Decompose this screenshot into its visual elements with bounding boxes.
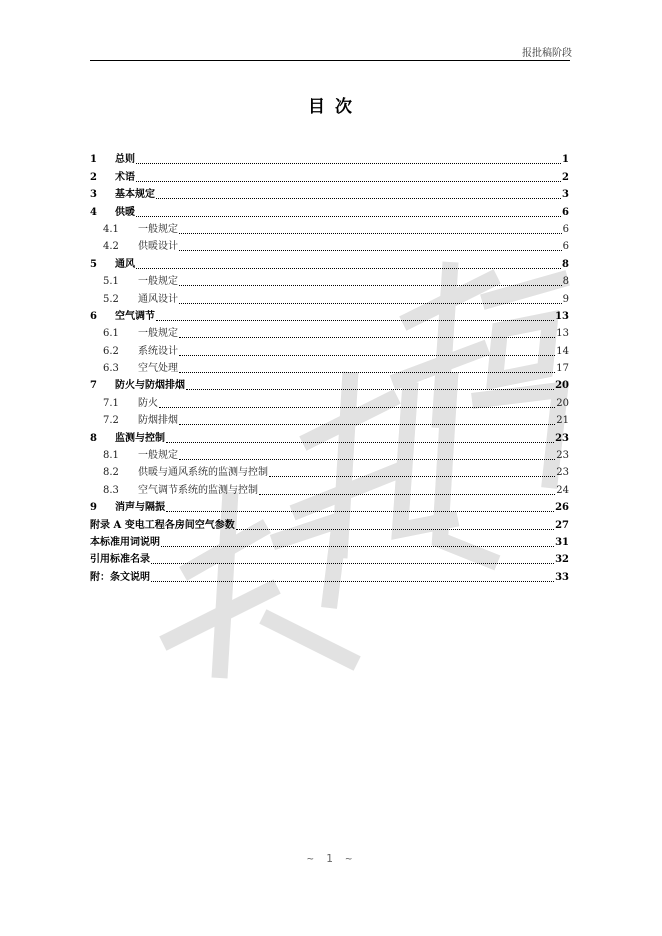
toc-entry-label: 通风 (115, 258, 135, 270)
toc-entry[interactable] (90, 445, 569, 462)
toc-entry[interactable] (90, 566, 569, 583)
toc-entry-page: 14 (556, 345, 569, 357)
toc-entry-number: 8.1 (103, 450, 119, 462)
toc-entry-number: 2 (90, 171, 97, 183)
toc-entry[interactable] (90, 201, 569, 218)
toc-entry-label: 空气处理 (138, 363, 178, 375)
toc-entry-label: 系统设计 (138, 345, 178, 357)
toc-entry-number: 4 (90, 206, 97, 218)
toc-dot-leader (136, 216, 561, 217)
toc-entry-number: 5 (90, 258, 97, 270)
toc-entry-page: 33 (555, 571, 569, 583)
toc-entry-number: 7 (90, 380, 97, 392)
toc-entry-number: 7.1 (103, 397, 119, 409)
toc-entry-label: 一般规定 (138, 223, 178, 235)
toc-entry[interactable] (90, 271, 569, 288)
toc-dot-leader (136, 181, 561, 182)
toc-entry[interactable] (90, 462, 569, 479)
toc-entry-number: 3 (90, 189, 97, 201)
toc-entry-page: 27 (555, 519, 569, 531)
toc-entry-label: 总则 (115, 154, 135, 166)
toc-dot-leader (259, 494, 555, 495)
toc-entry-label: 供暖 (115, 206, 135, 218)
toc-entry-label: 一般规定 (138, 450, 178, 462)
toc-entry-page: 6 (562, 206, 569, 218)
toc-entry-number: 5.1 (103, 276, 119, 288)
toc-entry-label: 供暖设计 (138, 241, 178, 253)
toc-entry-label: 一般规定 (138, 276, 178, 288)
toc-entry[interactable] (90, 236, 569, 253)
toc-entry-label: 监测与控制 (115, 432, 165, 444)
toc-entry-page: 20 (555, 380, 569, 392)
footer-page-number: ~ 1 ~ (306, 852, 356, 865)
toc-dot-leader (179, 355, 555, 356)
toc-entry-page: 2 (562, 171, 569, 183)
toc-entry-page: 13 (556, 328, 569, 340)
toc-entry-label: 防烟排烟 (138, 415, 178, 427)
toc-entry[interactable] (90, 410, 569, 427)
toc-dot-leader (179, 250, 562, 251)
toc-dot-leader (156, 320, 554, 321)
toc-entry[interactable] (90, 375, 569, 392)
toc-dot-leader (136, 268, 561, 269)
toc-entry-page: 1 (562, 154, 569, 166)
toc-dot-leader (136, 163, 561, 164)
toc-entry-label: 附：条文说明 (90, 571, 150, 583)
toc-entry[interactable] (90, 549, 569, 566)
toc-dot-leader (179, 337, 555, 338)
toc-entry-page: 8 (562, 276, 569, 288)
toc-entry-page: 32 (555, 554, 569, 566)
toc-entry-label: 术语 (115, 171, 135, 183)
toc-entry-number: 6.2 (103, 345, 119, 357)
toc-entry-page: 26 (555, 502, 569, 514)
toc-entry[interactable] (90, 149, 569, 166)
toc-entry[interactable] (90, 427, 569, 444)
header-rule (90, 60, 570, 61)
toc-dot-leader (156, 198, 561, 199)
toc-entry-page: 23 (556, 467, 569, 479)
toc-entry-page: 21 (556, 415, 569, 427)
toc-dot-leader (179, 372, 555, 373)
toc-dot-leader (159, 407, 555, 408)
toc-entry-number: 4.2 (103, 241, 119, 253)
toc-entry[interactable] (90, 392, 569, 409)
toc-entry[interactable] (90, 497, 569, 514)
toc-entry-label: 空气调节 (115, 310, 155, 322)
toc-entry-number: 8.2 (103, 467, 119, 479)
toc-entry-number: 6 (90, 310, 97, 322)
toc-entry[interactable] (90, 532, 569, 549)
toc-entry-page: 31 (555, 536, 569, 548)
toc-entry-page: 6 (562, 241, 569, 253)
toc-dot-leader (179, 424, 555, 425)
toc-entry[interactable] (90, 288, 569, 305)
toc-entry[interactable] (90, 219, 569, 236)
toc-entry-label: 基本规定 (115, 189, 155, 201)
toc-dot-leader (151, 563, 554, 564)
header-stage-label: 报批稿阶段 (522, 48, 572, 59)
toc-entry-number: 8.3 (103, 484, 119, 496)
toc-entry-number: 5.2 (103, 293, 119, 305)
toc-entry-number: 4.1 (103, 223, 119, 235)
toc-entry-label: 消声与隔振 (115, 502, 165, 514)
toc-entry-number: 6.1 (103, 328, 119, 340)
toc-entry[interactable] (90, 184, 569, 201)
toc-entry-number: 1 (90, 154, 97, 166)
toc-entry[interactable] (90, 306, 569, 323)
toc-entry-page: 6 (562, 223, 569, 235)
toc-entry[interactable] (90, 358, 569, 375)
toc-dot-leader (166, 511, 554, 512)
toc-dot-leader (161, 546, 554, 547)
toc-dot-leader (166, 442, 554, 443)
toc-entry-page: 9 (562, 293, 569, 305)
toc-entry-page: 3 (562, 189, 569, 201)
toc-dot-leader (179, 233, 562, 234)
toc-entry-label: 空气调节系统的监测与控制 (138, 484, 258, 496)
toc-dot-leader (236, 529, 554, 530)
toc-entry[interactable] (90, 166, 569, 183)
toc-entry[interactable] (90, 253, 569, 270)
toc-dot-leader (179, 303, 562, 304)
toc-dot-leader (151, 581, 554, 582)
toc-entry-number: 9 (90, 502, 97, 514)
toc-entry-label: 本标准用词说明 (90, 536, 160, 548)
toc-entry-page: 23 (556, 450, 569, 462)
toc-dot-leader (179, 459, 555, 460)
toc-entry[interactable] (90, 514, 569, 531)
toc-entry-page: 23 (555, 432, 569, 444)
toc-entry-label: 一般规定 (138, 328, 178, 340)
toc-entry-label: 引用标准名录 (90, 554, 150, 566)
toc-entry-page: 24 (556, 484, 569, 496)
toc-entry-page: 20 (556, 397, 569, 409)
toc-entry-number: 8 (90, 432, 97, 444)
toc-entry-label: 防火 (138, 397, 158, 409)
toc-entry-number: 6.3 (103, 363, 119, 375)
toc-entry-page: 8 (562, 258, 569, 270)
toc-entry-number: 7.2 (103, 415, 119, 427)
toc-entry-label: 供暖与通风系统的监测与控制 (138, 467, 268, 479)
toc-entry-label: 通风设计 (138, 293, 178, 305)
toc-entry-label: 附录 A 变电工程各房间空气参数 (90, 519, 235, 531)
toc-entry[interactable] (90, 323, 569, 340)
toc-dot-leader (179, 285, 562, 286)
toc-entry-page: 13 (555, 310, 569, 322)
toc-list (90, 149, 569, 584)
page-title: 目 次 (308, 97, 354, 117)
toc-entry[interactable] (90, 479, 569, 496)
toc-dot-leader (186, 389, 554, 390)
toc-entry-label: 防火与防烟排烟 (115, 380, 185, 392)
toc-dot-leader (269, 476, 555, 477)
toc-entry[interactable] (90, 340, 569, 357)
toc-entry-page: 17 (556, 363, 569, 375)
